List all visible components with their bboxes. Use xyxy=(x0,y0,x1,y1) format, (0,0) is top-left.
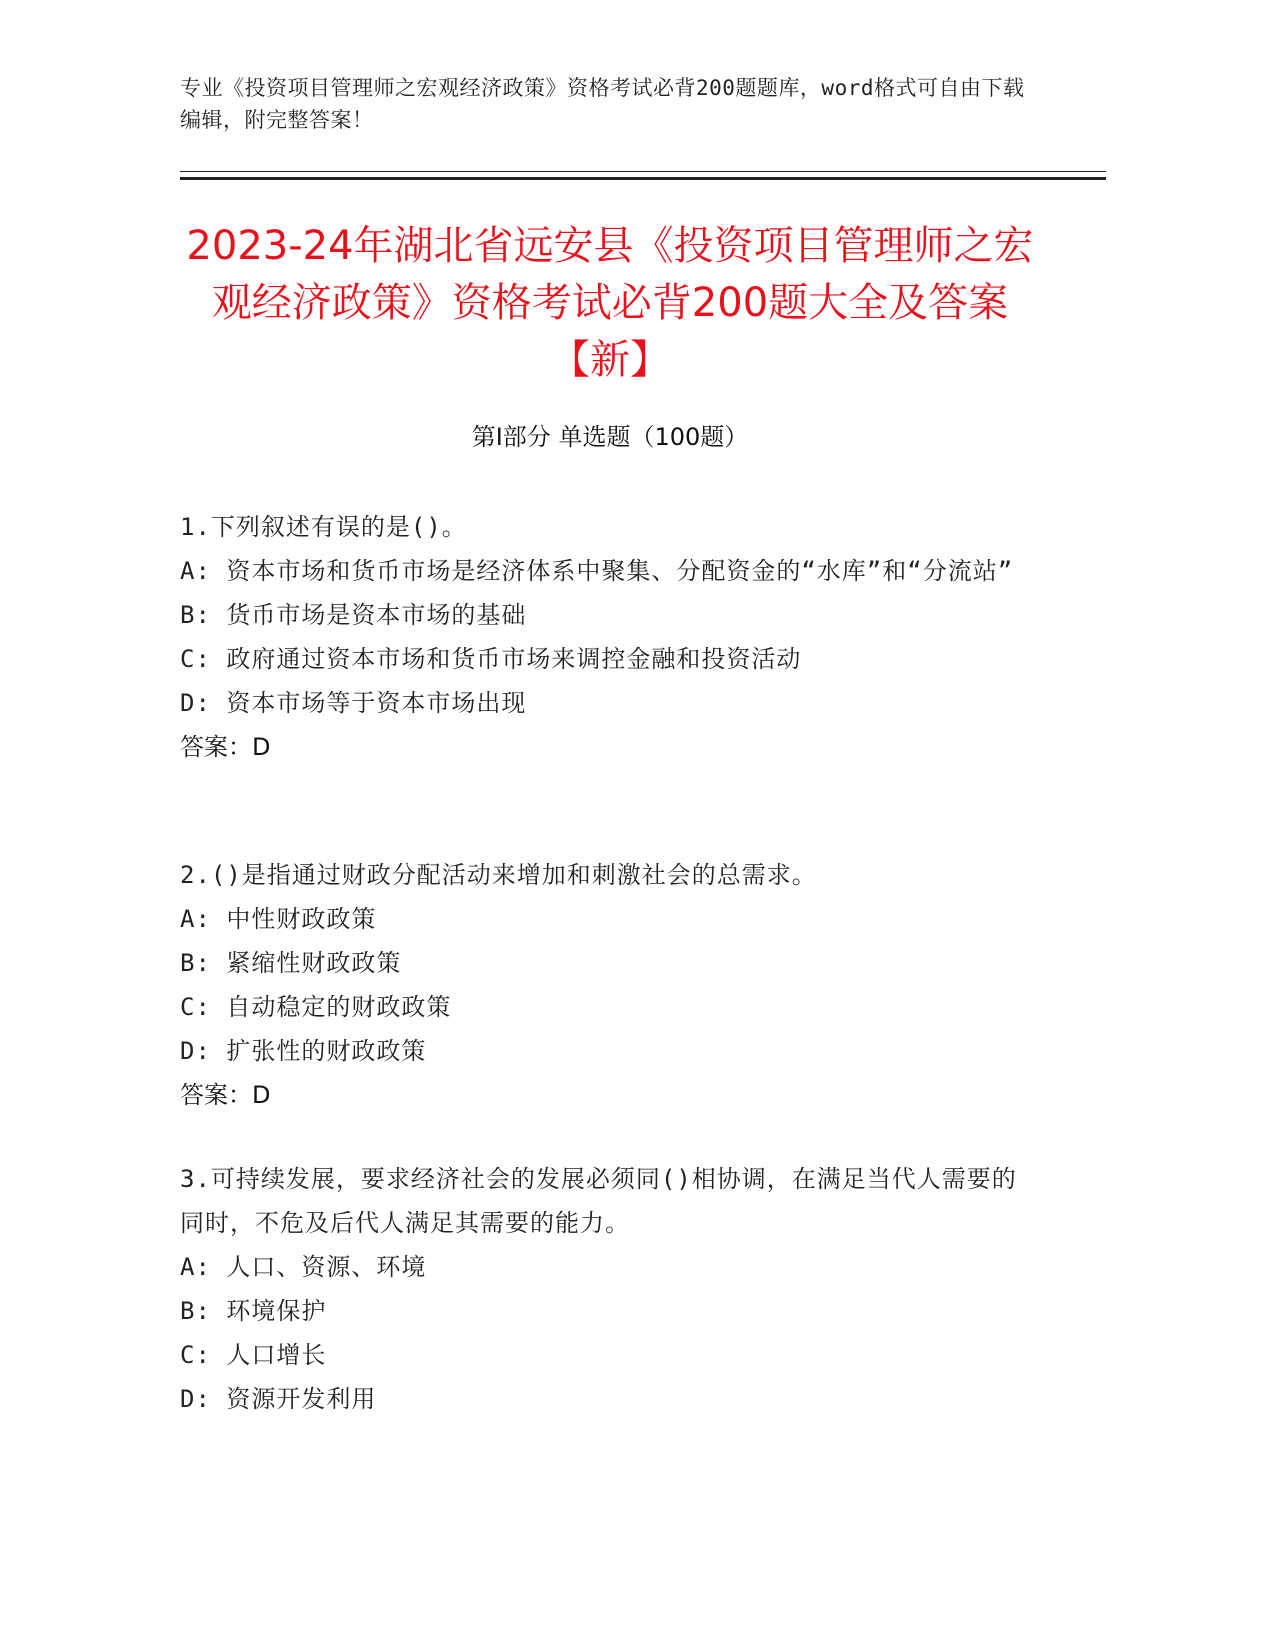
option-d: D: 资本市场等于资本市场出现 xyxy=(180,689,527,717)
option-a: A: 资本市场和货币市场是经济体系中聚集、分配资金的“水库”和“分流站” xyxy=(180,557,1014,585)
option-b: B: 环境保护 xyxy=(180,1297,327,1325)
option-c: C: 政府通过资本市场和货币市场来调控金融和投资活动 xyxy=(180,645,802,673)
answer: 答案：D xyxy=(180,733,271,761)
section-title: 第I部分 单选题（100题） xyxy=(471,423,749,451)
option-b: B: 货币市场是资本市场的基础 xyxy=(180,601,527,629)
question-stem: 3.可持续发展，要求经济社会的发展必须同()相协调，在满足当代人需要的同时，不危及后代人满足其需要的能力。 xyxy=(180,1165,1017,1237)
option-c: C: 自动稳定的财政政策 xyxy=(180,993,452,1021)
header-note: 专业《投资项目管理师之宏观经济政策》资格考试必背200题题库，word格式可自由下载编辑，附完整答案！ xyxy=(180,76,1025,132)
document-title: 2023-24年湖北省远安县《投资项目管理师之宏观经济政策》资格考试必背200题大全及答案【新】 xyxy=(186,223,1034,383)
option-d: D: 资源开发利用 xyxy=(180,1385,377,1413)
header-divider-thick xyxy=(180,177,1106,180)
question-stem: 2.()是指通过财政分配活动来增加和刺激社会的总需求。 xyxy=(180,861,817,889)
option-d: D: 扩张性的财政政策 xyxy=(180,1037,427,1065)
question-stem: 1.下列叙述有误的是()。 xyxy=(180,513,467,541)
option-a: A: 中性财政政策 xyxy=(180,905,377,933)
option-b: B: 紧缩性财政政策 xyxy=(180,949,402,977)
option-a: A: 人口、资源、环境 xyxy=(180,1253,427,1281)
question-3 xyxy=(180,1157,1040,1421)
question-2 xyxy=(180,853,1040,1117)
header-divider-thin xyxy=(180,171,1106,172)
question-1 xyxy=(180,505,1040,769)
answer: 答案：D xyxy=(180,1081,271,1109)
option-c: C: 人口增长 xyxy=(180,1341,327,1369)
